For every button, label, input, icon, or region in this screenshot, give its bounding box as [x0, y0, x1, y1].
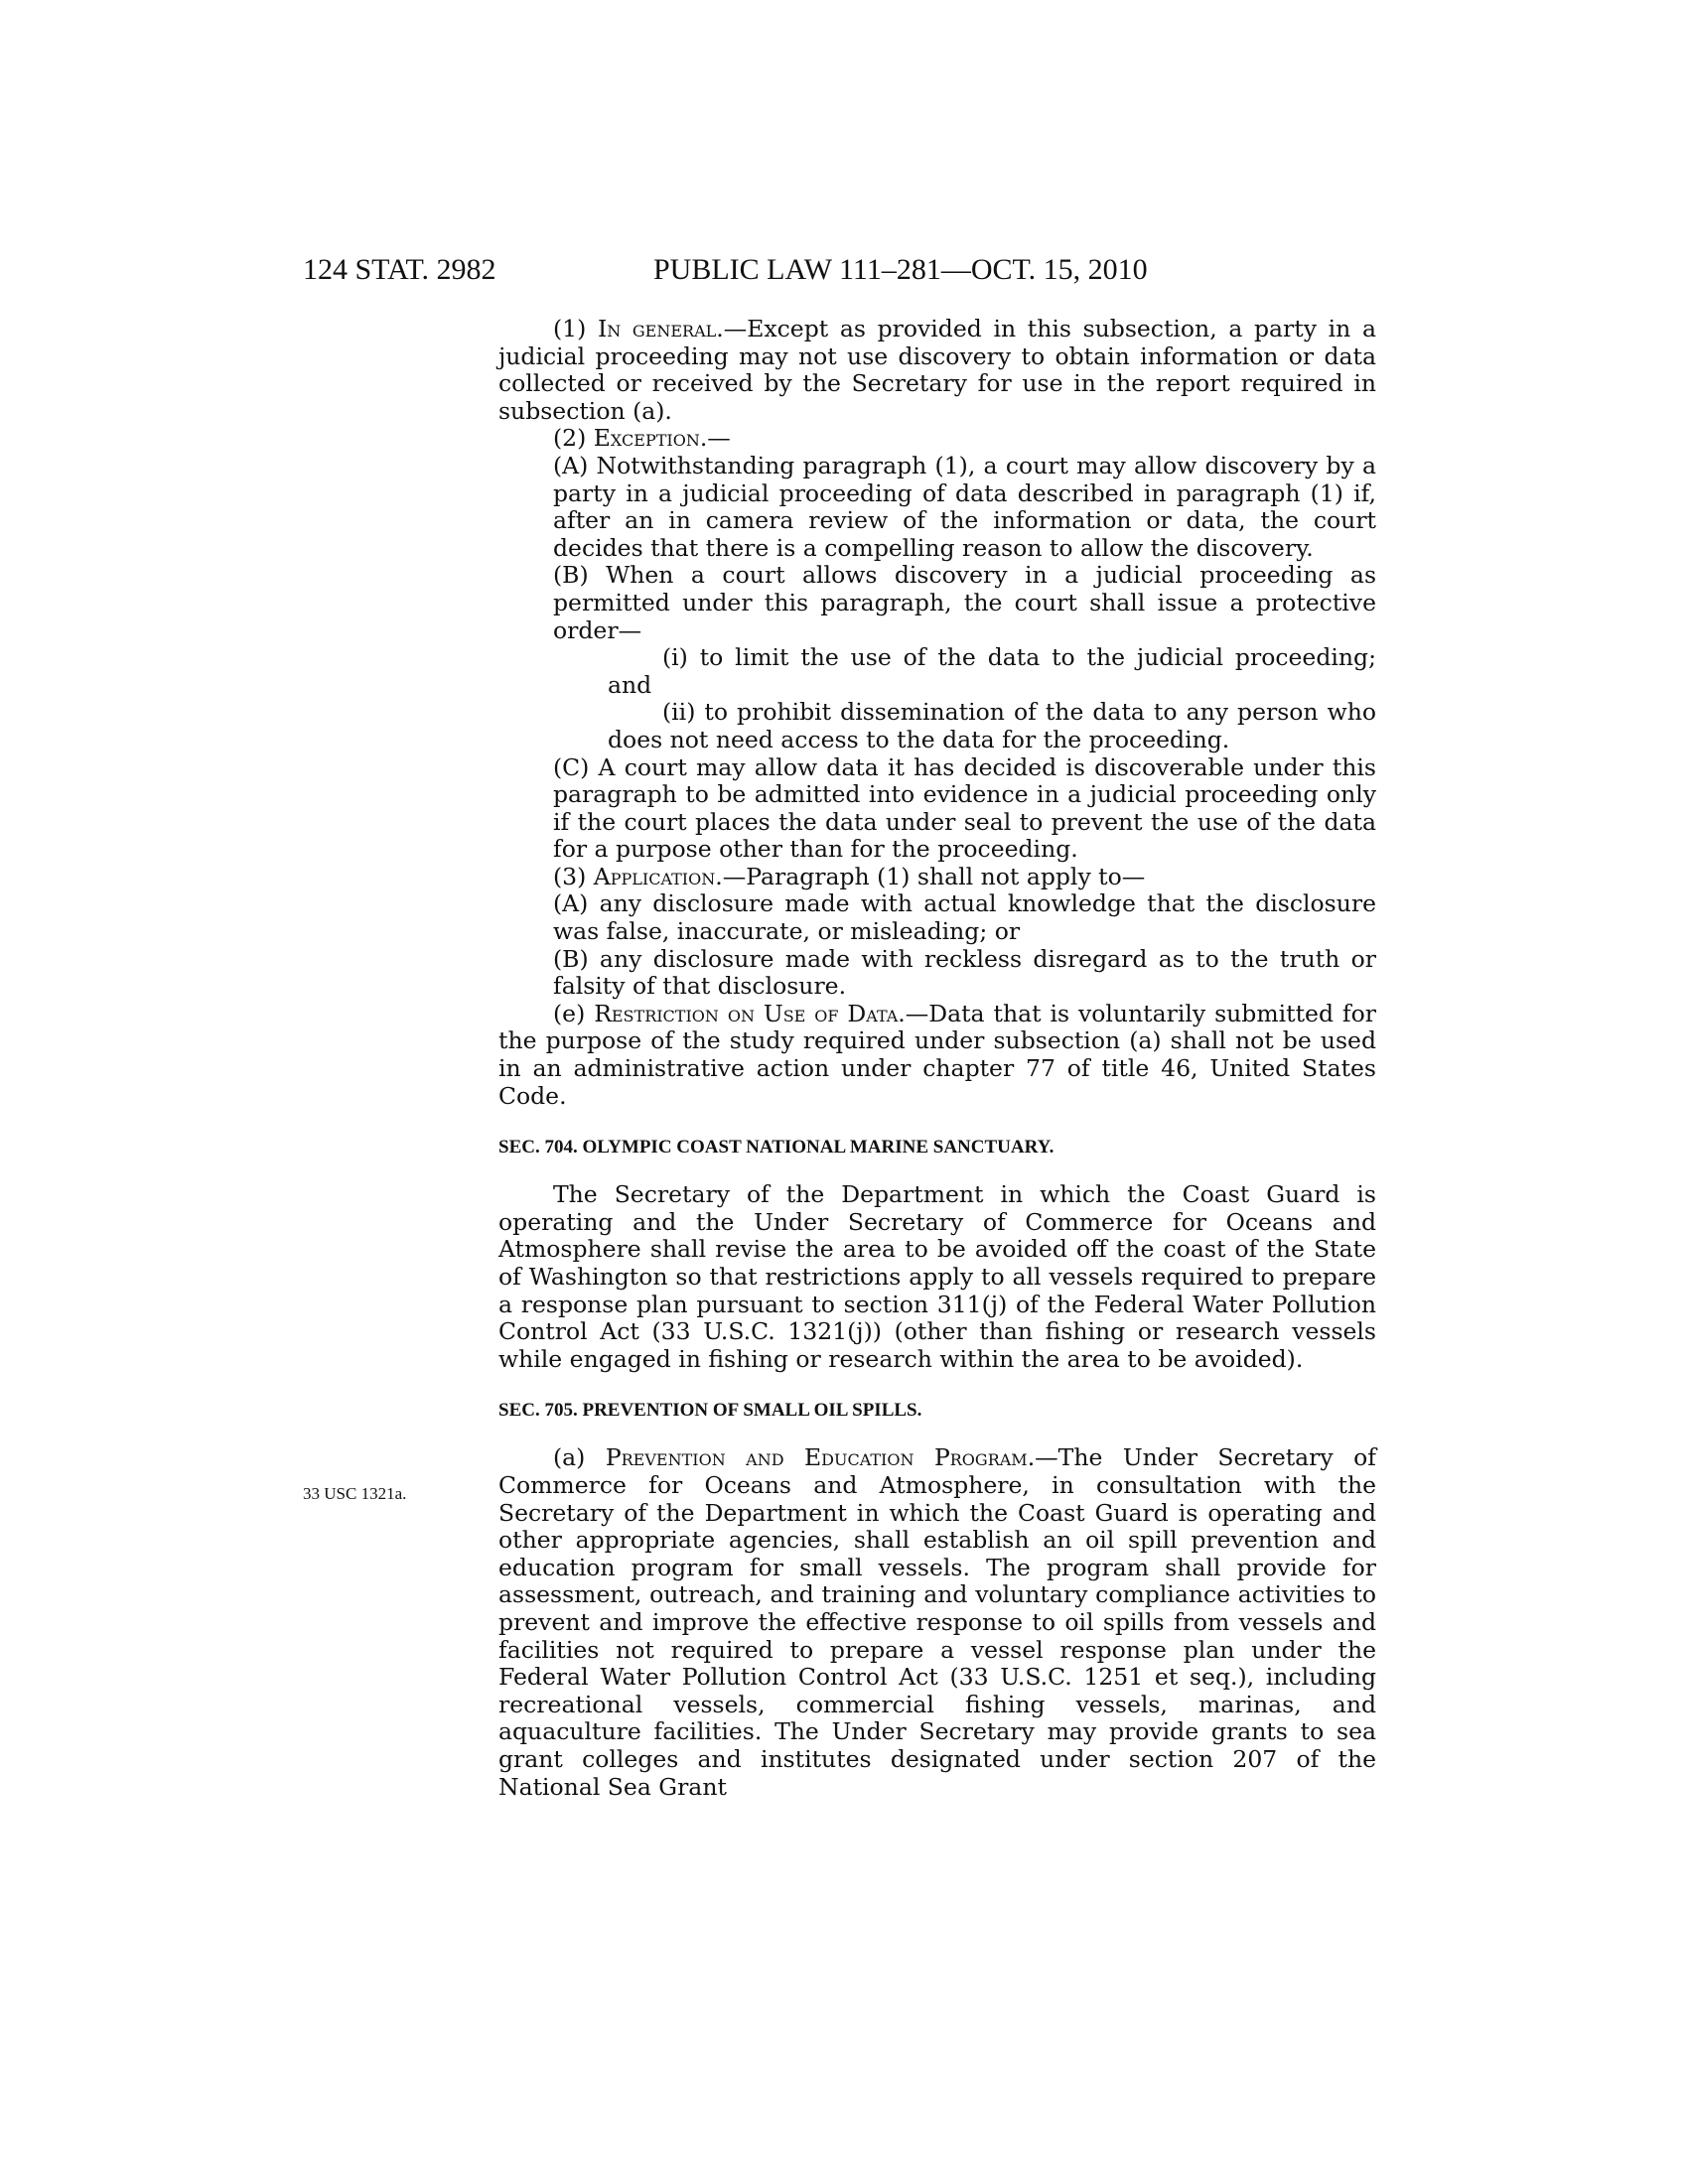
paragraph-2c: (C) A court may allow data it has decided is discoverable under this paragraph to be admitted into evidence in a judicial proceeding only if the court places the data under seal to prevent the use of the data for a purpose other than for the proceeding.: [553, 752, 1376, 864]
margin-citation: 33 USC 1321a.: [303, 1484, 407, 1503]
running-title: PUBLIC LAW 111–281—OCT. 15, 2010: [653, 253, 1148, 286]
paragraph-2: (2) Exception.—: [553, 424, 731, 453]
subsection-a: (a) Prevention and Education Program.—The Under Secretary of Commerce for Oceans and Atmosphere, in consultation with the Secretary of the Department in which the Coast Guard is operating and other appropriate agencies, shall establish an oil spill prevention and education program for small vessels. The program shall provide for assessment, outreach, and training and voluntary compliance activities to prevent and improve the effective response to oil spills from vessels and facilities not required to prepare a vessel response plan under the Federal Water Pollution Control Act (33 U.S.C. 1251 et seq.), including recreational vessels, commercial fishing vessels, marinas, and aquaculture facilities. The Under Secretary may provide grants to sea grant colleges and institutes designated under section 207 of the National Sea Grant: [498, 1443, 1376, 1801]
paragraph-2b-ii: (ii) to prohibit dissemination of the data to any person who does not need access to the data for the proceeding.: [608, 698, 1376, 753]
section-704-text: The Secretary of the Department in which the Coast Guard is operating and the Under Secretary of Commerce for Oceans and Atmosphere shall revise the area to be avoided off the coast of the State of Washington so that restrictions apply to all vessels required to prepare a response plan pursuant to section 311(j) of the Federal Water Pollution Control Act (33 U.S.C. 1321(j)) (other than fishing or research vessels while engaged in fishing or research within the area to be avoided).: [498, 1180, 1376, 1373]
paragraph-2b: (B) When a court allows discovery in a judicial proceeding as permitted under this paragraph, the court shall issue a protective order—: [553, 561, 1376, 644]
section-705-heading: SEC. 705. PREVENTION OF SMALL OIL SPILLS.: [498, 1400, 922, 1422]
paragraph-1-label: In general: [597, 315, 717, 342]
paragraph-3b: (B) any disclosure made with reckless disregard as to the truth or falsity of that disclosure.: [553, 944, 1376, 1001]
paragraph-2a: (A) Notwithstanding paragraph (1), a court may allow discovery by a party in a judicial proceeding of data described in paragraph (1) if, after an in camera review of the information or data, the court decides that there is a compelling reason to allow the discovery.: [553, 451, 1376, 562]
subsection-a-label: Prevention and Education Program: [605, 1443, 1028, 1472]
subsection-e: (e) Restriction on Use of Data.—Data that is voluntarily submitted for the purpose of the study required under subsection (a) shall not be used in an administrative action under chapter 77 of title 46, United States Code.: [498, 999, 1376, 1110]
document-body: [498, 316, 1376, 1801]
paragraph-1: (1) In general.—Except as provided in this subsection, a party in a judicial proceeding may not use discovery to obtain information or data collected or received by the Secretary for use in the report required in subsection (a).: [498, 315, 1376, 425]
paragraph-3-label: Application: [593, 862, 716, 890]
paragraph-2b-i: (i) to limit the use of the data to the judicial proceeding; and: [608, 643, 1376, 699]
subsection-e-label: Restriction on Use of Data: [594, 999, 899, 1027]
page-header: [0, 250, 1688, 290]
section-704-heading: SEC. 704. OLYMPIC COAST NATIONAL MARINE SANCTUARY.: [498, 1137, 1055, 1159]
paragraph-2-label: Exception: [593, 424, 700, 453]
page-reference: 124 STAT. 2982: [303, 253, 496, 286]
paragraph-3: (3) Application.—Paragraph (1) shall not apply to—: [553, 862, 1146, 890]
paragraph-3a: (A) any disclosure made with actual knowledge that the disclosure was false, inaccurate, or misleading; or: [553, 889, 1376, 946]
